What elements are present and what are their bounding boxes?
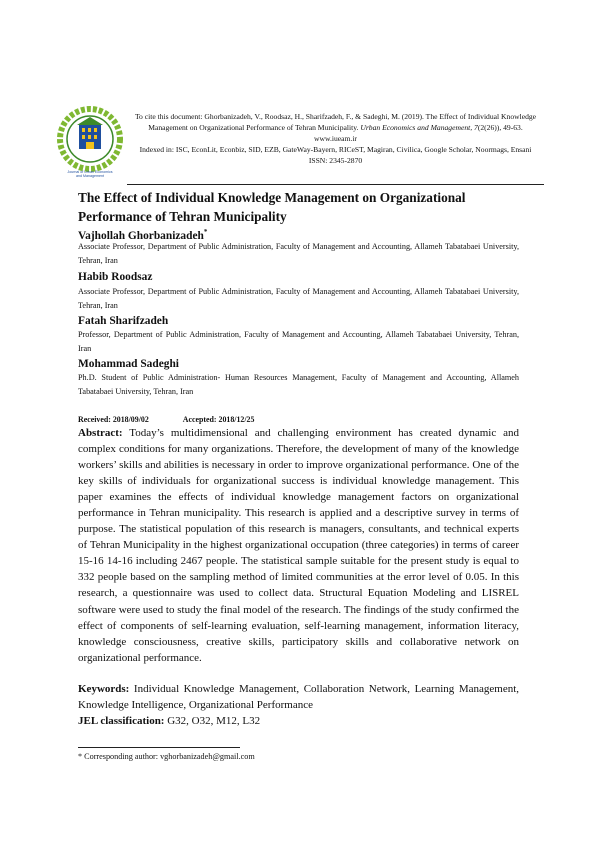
submission-dates (78, 415, 254, 424)
author-name: Mohammad Sadeghi (78, 358, 179, 370)
issn: ISSN: 2345-2870 (308, 156, 363, 166)
author-affiliation: Associate Professor, Department of Public Administration, Faculty of Management and Accounting, Allameh Tabatabaei University, Tehran, Iran (78, 287, 519, 310)
keywords (78, 681, 519, 713)
author-affiliation: Associate Professor, Department of Public Administration, Faculty of Management and Accounting, Allameh Tabatabaei University, Tehran, Iran (78, 242, 519, 265)
received-date: Received: 2018/09/02 (78, 415, 149, 424)
citation-text: To cite this document: Ghorbanizadeh, V., Roodsaz, H., Sharifzadeh, F., & Sadeghi, M. (2019). The Effect of Individual Knowledge Management on Organizational Performance of Tehran Municipality. Urban Economics and Management, 7(2(26)), 49-63. (134, 112, 537, 133)
abstract (78, 425, 519, 666)
abstract-label: Abstract: (78, 427, 123, 439)
journal-logo (55, 105, 125, 181)
abstract-text: Today’s multidimensional and challenging environment has created dynamic and complex conditions for many organizations. Therefore, the development of many of the knowledge workers’ skills and abilities is necessary in order to improve organizational performance. One of the key skills of individuals for organizational success is individual knowledge management. This paper examines the effects of individual knowledge management factors on organizational performance in Tehran municipality. This research is applied and a descriptive survey in terms of purpose. The statistical population of this research is managers, consultants, and technical experts of Tehran Municipality in the highest organizational occupation (three categories) in terms of career 15-16 14-16 including 2467 people. The statistical sample suitable for the present study is equal to 332 people based on the sampling method of limited communities at the error level of 0.05. In this research, a questionnaire was used to collect data. Structural Equation Modeling and LISREL software were used to study the final model of the research. The findings of the study confirmed the effect of components of self-learning evaluation, self-learning management, information literacy, knowledge consciousness, creative skills, participatory skills and collaborative network on organizational performance. (78, 427, 519, 664)
author-name: Vajhollah Ghorbanizadeh* (78, 228, 208, 242)
citation-header (55, 101, 544, 185)
journal-website[interactable]: www.iueam.ir (314, 134, 357, 144)
author-affiliation: Ph.D. Student of Public Administration- Human Resources Management, Faculty of Management and Accounting, Allameh Tabatabaei University, Tehran, Iran (78, 373, 519, 396)
footnote-divider (78, 747, 240, 748)
header-divider (127, 184, 544, 185)
jel-codes: G32, O32, M12, L32 (167, 715, 261, 727)
journal-name: Urban Economics and Management, (360, 123, 473, 133)
author-name: Habib Roodsaz (78, 271, 153, 283)
logo-text: Journal of Urban Economics (67, 170, 113, 174)
jel-label: JEL classification: (78, 715, 165, 727)
keywords-text: Individual Knowledge Management, Collaboration Network, Learning Management, Knowledge Intelligence, Organizational Performance (78, 683, 520, 712)
indexing-list: Indexed in: ISC, EconLit, Econbiz, SID, EZB, GateWay-Bayern, RICeST, Magiran, Civilica, Google Scholar, Noormags, Ensani (139, 145, 532, 155)
author-name: Fatah Sharifzadeh (78, 315, 169, 327)
accepted-date: Accepted: 2018/12/25 (182, 415, 255, 424)
citation-block (127, 111, 544, 166)
journal-volume: 7 (474, 123, 478, 133)
svg-text:and Management: and Management (76, 174, 104, 178)
author-affiliation: Professor, Department of Public Administration, Faculty of Management and Accounting, Allameh Tabatabaei University, Tehran, Iran (78, 330, 519, 353)
corresponding-author-footnote: * Corresponding author: vghorbanizadeh@gmail.com (78, 752, 255, 761)
paper-title: The Effect of Individual Knowledge Management on Organizational Performance of Tehran Municipality (78, 190, 466, 224)
corresponding-mark: * (203, 228, 208, 236)
keywords-label: Keywords: (78, 683, 130, 695)
jel-classification (78, 713, 519, 729)
